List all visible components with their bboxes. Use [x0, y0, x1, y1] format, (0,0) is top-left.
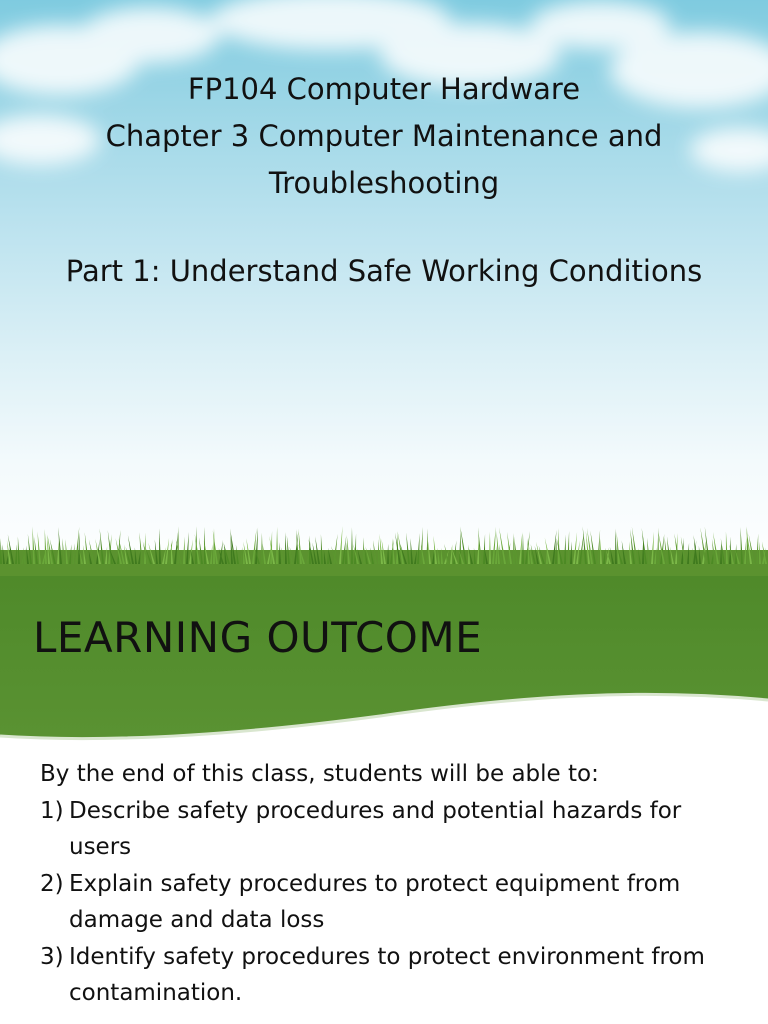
list-item-text: Explain safety procedures to protect equipment from damage and data loss [69, 870, 681, 933]
slide-heading: LEARNING OUTCOME [33, 613, 483, 662]
list-item-text: Identify safety procedures to protect environment from contamination. [69, 943, 705, 1006]
list-item-number: 1) [40, 797, 64, 824]
list-item-number: 2) [40, 870, 64, 897]
list-item [40, 939, 740, 1012]
slide-subtitle: Part 1: Understand Safe Working Conditions [65, 254, 703, 288]
learning-outcomes-list [40, 756, 740, 1012]
slide-title [0, 66, 768, 207]
list-item-number: 3) [40, 943, 64, 970]
title-line-chapter: Chapter 3 Computer Maintenance and [105, 119, 663, 153]
list-item [40, 866, 740, 939]
learning-outcome-slide [0, 576, 768, 1024]
list-item-text: Describe safety procedures and potential hazards for users [69, 797, 682, 860]
intro-text: By the end of this class, students will be able to: [40, 761, 599, 787]
grass-image [0, 520, 768, 576]
list-item [40, 793, 740, 866]
title-line-course: FP104 Computer Hardware [187, 72, 581, 106]
title-line-chapter-cont: Troubleshooting [268, 166, 500, 200]
